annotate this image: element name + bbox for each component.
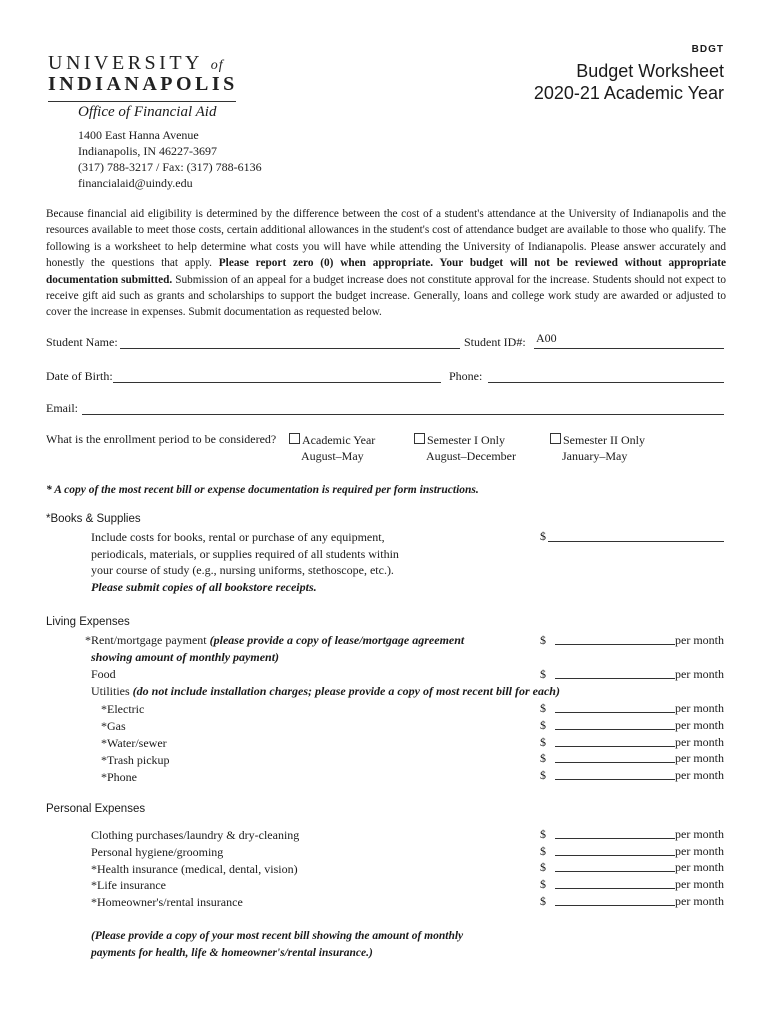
life-per-month: per month xyxy=(675,877,724,891)
health-per-month: per month xyxy=(675,860,724,874)
rent-note-2: showing amount of monthly payment) xyxy=(91,650,280,664)
electric-dollar-sign: $ xyxy=(540,701,546,715)
living-heading: Living Expenses xyxy=(46,616,130,628)
email-label: Email: xyxy=(46,401,78,415)
page-title xyxy=(534,60,724,104)
rent-amount-field[interactable] xyxy=(555,633,675,645)
homeowner-dollar-sign: $ xyxy=(540,894,546,908)
clothing-amount-field[interactable] xyxy=(555,827,675,839)
student-name-field[interactable] xyxy=(120,335,460,349)
phone-field[interactable] xyxy=(488,369,724,383)
title-line-1: Budget Worksheet xyxy=(576,61,724,81)
student-name-label: Student Name: xyxy=(46,335,118,349)
clothing-dollar-sign: $ xyxy=(540,827,546,841)
gas-amount-field[interactable] xyxy=(555,718,675,730)
office-address xyxy=(78,127,262,191)
water-dollar-sign: $ xyxy=(540,735,546,749)
documentation-note: * A copy of the most recent bill or expense documentation is required per form instructions. xyxy=(46,484,479,496)
option-academic-year-range: August–May xyxy=(301,449,364,463)
water-amount-field[interactable] xyxy=(555,735,675,747)
address-city: Indianapolis, IN 46227-3697 xyxy=(78,144,217,158)
rent-note-1: (please provide a copy of lease/mortgage agreement xyxy=(209,633,465,647)
utilities-note: (do not include installation charges; please provide a copy of most recent bill for each) xyxy=(132,684,560,698)
books-amount-field[interactable] xyxy=(548,529,724,542)
insurance-footnote xyxy=(91,928,463,962)
dob-label: Date of Birth: xyxy=(46,369,113,383)
electric-amount-field[interactable] xyxy=(555,701,675,713)
amount-row-clothing xyxy=(540,827,724,842)
electric-per-month: per month xyxy=(675,701,724,715)
address-phone: (317) 788-3217 / Fax: (317) 788-6136 xyxy=(78,160,262,174)
personal-item-clothing: Clothing purchases/laundry & dry-cleaning xyxy=(91,828,300,842)
health-amount-field[interactable] xyxy=(555,860,675,872)
phone-label: Phone: xyxy=(449,369,483,383)
rent-label: *Rent/mortgage payment xyxy=(85,633,207,647)
office-name: Office of Financial Aid xyxy=(78,104,217,120)
checkbox-academic-year[interactable] xyxy=(289,433,300,444)
personal-item-health: *Health insurance (medical, dental, vision) xyxy=(91,861,298,876)
intro-text-1: Because financial aid eligibility is determined by the difference between the cost of a student's attendance at the University of Indianapolis and the resources available to meet those costs, certain additional allowances in the student's cost of attendance budget are available to those who qualify. The following is a worksheet to help determine what costs you will have while attending the University of Indianapolis. Please answer accurately and honestly the questions that apply. xyxy=(46,208,726,270)
amount-row-homeowner xyxy=(540,894,724,909)
phone-amount-field[interactable] xyxy=(555,768,675,780)
personal-item-homeowner: *Homeowner's/rental insurance xyxy=(91,895,243,910)
books-line-1: Include costs for books, rental or purchase of any equipment, xyxy=(91,530,385,544)
water-per-month: per month xyxy=(675,735,724,749)
personal-item-life: *Life insurance xyxy=(91,878,166,893)
trash-per-month: per month xyxy=(675,751,724,765)
personal-item-hygiene: Personal hygiene/grooming xyxy=(91,844,224,859)
option-semester-2-label: Semester II Only xyxy=(563,433,645,447)
amount-row-gas xyxy=(540,718,724,733)
amount-row-electric xyxy=(540,701,724,716)
books-description xyxy=(91,529,399,595)
option-semester-1[interactable] xyxy=(414,432,516,464)
amount-row-water xyxy=(540,735,724,750)
intro-text-2: Submission of an appeal for a budget increase does not constitute approval for the increase. Students should not expect to receive gift aid such as grants and scholarships to support the budget increase. Generally, loans and college work study are awarded or adjusted to cover the increase in expenses. Submit documentation as requested below. xyxy=(46,273,726,319)
enrollment-question: What is the enrollment period to be considered? xyxy=(46,432,277,446)
amount-row-phone xyxy=(540,768,724,783)
amount-row-food xyxy=(540,667,724,682)
phone-dollar-sign: $ xyxy=(540,768,546,782)
option-academic-year[interactable] xyxy=(289,432,375,464)
intro-bold-text: Please report zero (0) when appropriate. Your budget will not be reviewed without appropriate documentation submitted. xyxy=(46,257,726,286)
amount-row-life xyxy=(540,877,724,892)
logo-university xyxy=(48,52,224,75)
logo-word-of: of xyxy=(210,58,224,73)
food-amount-field[interactable] xyxy=(555,667,675,679)
option-academic-year-label: Academic Year xyxy=(302,433,376,447)
logo-divider xyxy=(48,101,236,102)
rent-label-row xyxy=(85,633,464,648)
books-heading: *Books & Supplies xyxy=(46,513,141,525)
amount-row-hygiene xyxy=(540,844,724,859)
utility-water: *Water/sewer xyxy=(101,736,167,750)
option-semester-2-range: January–May xyxy=(562,449,628,463)
email-field[interactable] xyxy=(82,401,724,415)
option-semester-2[interactable] xyxy=(550,432,645,464)
student-id-label: Student ID#: xyxy=(464,335,526,349)
utilities-label: Utilities xyxy=(91,684,130,698)
books-dollar-sign: $ xyxy=(540,529,546,543)
trash-amount-field[interactable] xyxy=(555,751,675,763)
food-label: Food xyxy=(91,667,116,681)
gas-dollar-sign: $ xyxy=(540,718,546,732)
amount-row-trash xyxy=(540,751,724,766)
insurance-footnote-line-1: (Please provide a copy of your most recent bill showing the amount of monthly xyxy=(91,930,464,942)
books-receipts-note: Please submit copies of all bookstore receipts. xyxy=(91,579,317,594)
homeowner-per-month: per month xyxy=(675,894,724,908)
form-code: BDGT xyxy=(691,44,724,55)
intro-paragraph xyxy=(46,206,726,321)
food-per-month: per month xyxy=(675,667,724,681)
life-dollar-sign: $ xyxy=(540,877,546,891)
gas-per-month: per month xyxy=(675,718,724,732)
personal-heading: Personal Expenses xyxy=(46,803,146,815)
food-dollar-sign: $ xyxy=(540,667,546,681)
life-amount-field[interactable] xyxy=(555,877,675,889)
title-line-2: 2020-21 Academic Year xyxy=(533,83,724,103)
logo-indianapolis: INDIANAPOLIS xyxy=(48,73,238,95)
clothing-per-month: per month xyxy=(675,827,724,841)
student-id-value: A00 xyxy=(536,331,557,345)
health-dollar-sign: $ xyxy=(540,860,546,874)
utilities-row xyxy=(91,684,560,699)
logo-word-university: UNIVERSITY xyxy=(48,52,203,74)
hygiene-amount-field[interactable] xyxy=(555,844,675,856)
checkbox-semester-2[interactable] xyxy=(550,433,561,444)
dob-field[interactable] xyxy=(113,369,441,383)
utility-list xyxy=(101,701,170,786)
option-semester-1-label: Semester I Only xyxy=(427,433,505,447)
hygiene-dollar-sign: $ xyxy=(540,844,546,858)
utility-trash: *Trash pickup xyxy=(101,753,170,767)
checkbox-semester-1[interactable] xyxy=(414,433,425,444)
books-line-3: your course of study (e.g., nursing uniforms, stethoscope, etc.). xyxy=(91,563,394,577)
homeowner-amount-field[interactable] xyxy=(555,894,675,906)
utility-electric: *Electric xyxy=(101,702,145,716)
rent-dollar-sign: $ xyxy=(540,633,546,647)
phone-per-month: per month xyxy=(675,768,724,782)
utility-phone: *Phone xyxy=(101,770,137,784)
option-semester-1-range: August–December xyxy=(426,449,516,463)
address-street: 1400 East Hanna Avenue xyxy=(78,128,199,142)
insurance-footnote-line-2: payments for health, life & homeowner's/rental insurance.) xyxy=(91,947,373,959)
amount-row-rent xyxy=(540,633,724,648)
student-id-field[interactable] xyxy=(534,331,724,349)
rent-per-month: per month xyxy=(675,633,724,647)
address-email: financialaid@uindy.edu xyxy=(78,176,193,190)
trash-dollar-sign: $ xyxy=(540,751,546,765)
amount-row-health xyxy=(540,860,724,875)
books-line-2: periodicals, materials, or supplies required of all students within xyxy=(91,546,399,561)
personal-list xyxy=(91,827,299,911)
hygiene-per-month: per month xyxy=(675,844,724,858)
utility-gas: *Gas xyxy=(101,719,126,733)
